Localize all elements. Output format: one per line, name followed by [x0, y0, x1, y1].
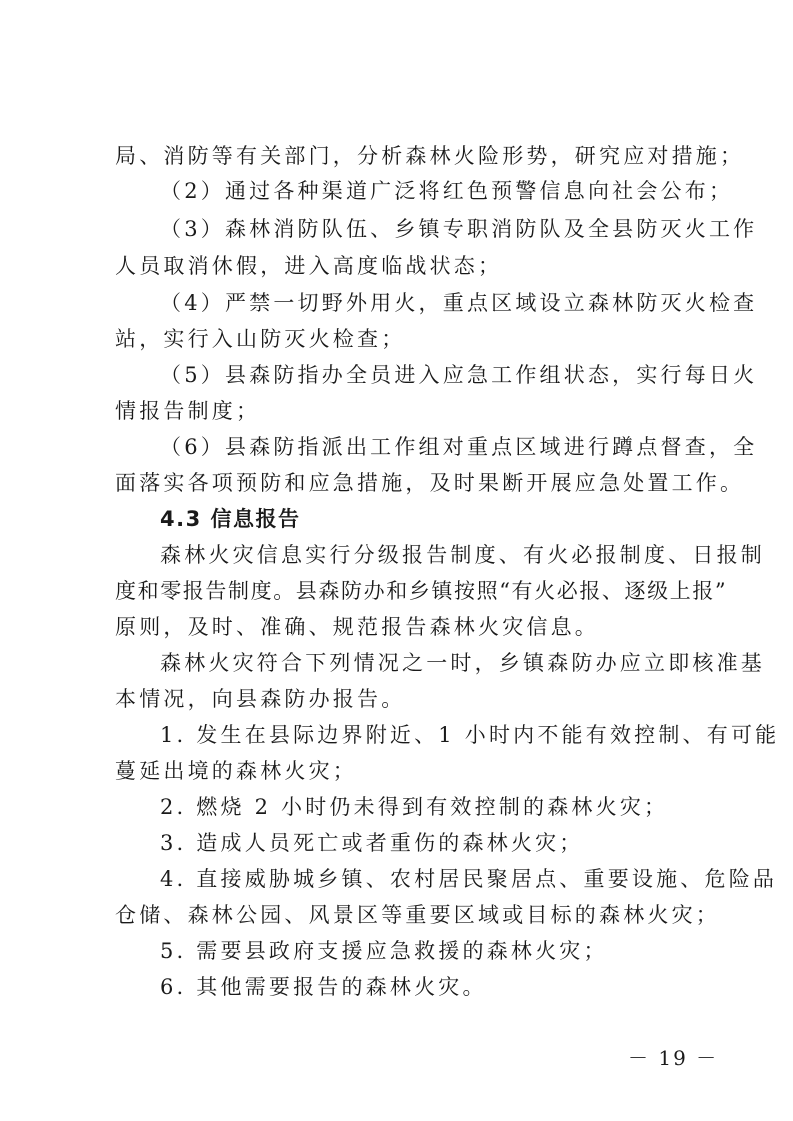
paragraph-line: 度和零报告制度。县森防办和乡镇按照“有火必报、逐级上报” [115, 579, 728, 603]
page-number: － 19 － [628, 1046, 719, 1070]
paragraph-line: 仓储、森林公园、风景区等重要区域或目标的森林火灾； [115, 903, 720, 927]
paragraph-line: 本情况，向县森防办报告。 [115, 687, 406, 711]
paragraph-line: （6）县森防指派出工作组对重点区域进行蹲点督查，全 [160, 435, 758, 459]
paragraph-line: 情报告制度； [115, 399, 261, 423]
list-item: 5. 需要县政府支援应急救援的森林火灾； [160, 939, 608, 963]
paragraph-line: 蔓延出境的森林火灾； [115, 759, 357, 783]
list-item: 6. 其他需要报告的森林火灾。 [160, 975, 487, 999]
paragraph-line: （5）县森防指办全员进入应急工作组状态，实行每日火 [160, 363, 758, 387]
paragraph-line: （3）森林消防队伍、乡镇专职消防队及全县防灭火工作 [160, 217, 758, 241]
list-item: 2. 燃烧 2 小时仍未得到有效控制的森林火灾； [160, 795, 669, 819]
paragraph-line: （4）严禁一切野外用火，重点区域设立森林防灭火检查 [160, 291, 758, 315]
section-heading: 4.3 信息报告 [160, 507, 301, 531]
paragraph-line: （2）通过各种渠道广泛将红色预警信息向社会公布； [160, 179, 734, 203]
paragraph-line: 站，实行入山防灭火检查； [115, 327, 406, 351]
list-item: 1. 发生在县际边界附近、1 小时内不能有效控制、有可能 [160, 723, 780, 747]
paragraph-line: 局、消防等有关部门，分析森林火险形势，研究应对措施； [115, 144, 745, 168]
paragraph-line: 面落实各项预防和应急措施，及时果断开展应急处置工作。 [115, 471, 745, 495]
list-item: 3. 造成人员死亡或者重伤的森林火灾； [160, 831, 584, 855]
paragraph-line: 原则，及时、准确、规范报告森林火灾信息。 [115, 615, 599, 639]
paragraph-line: 人员取消休假，进入高度临战状态； [115, 254, 503, 278]
list-item: 4. 直接威胁城乡镇、农村居民聚居点、重要设施、危险品 [160, 867, 778, 891]
paragraph-line: 森林火灾符合下列情况之一时，乡镇森防办应立即核准基 [160, 651, 765, 675]
paragraph-line: 森林火灾信息实行分级报告制度、有火必报制度、日报制 [160, 543, 765, 567]
